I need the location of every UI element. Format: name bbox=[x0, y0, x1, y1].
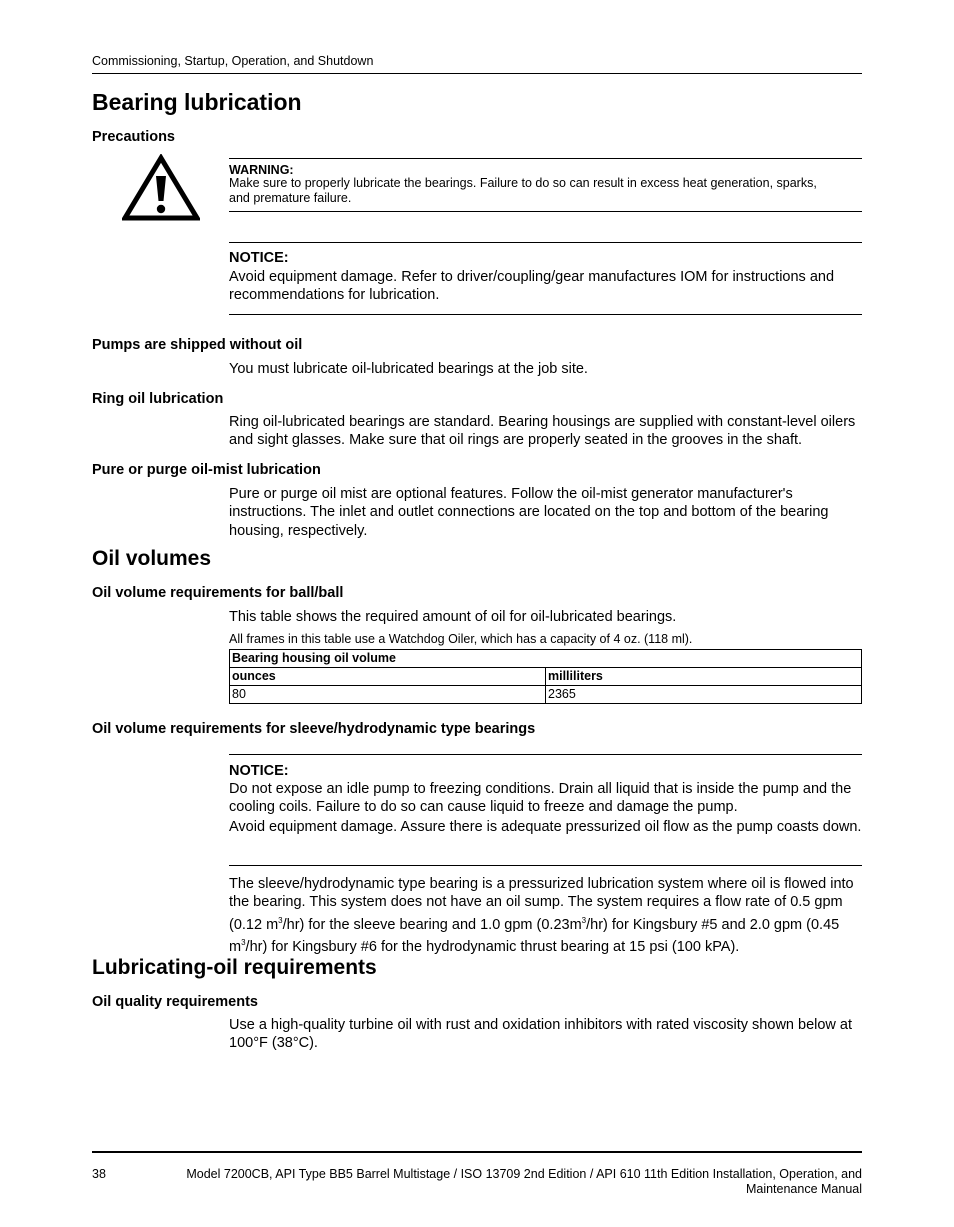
sleeve-notice-rule-top bbox=[229, 754, 862, 755]
table-cell-milliliters: 2365 bbox=[546, 686, 862, 704]
warning-rule-bottom bbox=[229, 211, 862, 212]
superscript-3: 3 bbox=[241, 937, 246, 947]
running-head: Commissioning, Startup, Operation, and Shutdown bbox=[92, 54, 374, 68]
oil-volume-table bbox=[229, 649, 862, 704]
heading-pumps-shipped: Pumps are shipped without oil bbox=[92, 337, 303, 353]
notice-rule-bottom bbox=[229, 314, 862, 315]
document-title-line-2: Maintenance Manual bbox=[745, 1182, 862, 1196]
sleeve-paragraph bbox=[229, 875, 862, 956]
table-row bbox=[230, 686, 862, 704]
warning-rule-top bbox=[229, 158, 862, 159]
section-title-lubricating-oil: Lubricating-oil requirements bbox=[92, 956, 377, 979]
ball-intro-text: This table shows the required amount of oil for oil-lubricated bearings. bbox=[229, 609, 677, 625]
warning-label: WARNING: bbox=[229, 163, 294, 177]
footer-rule bbox=[92, 1151, 862, 1153]
table-header-row bbox=[230, 668, 862, 686]
table-caption: Bearing housing oil volume bbox=[230, 650, 862, 668]
notice-label: NOTICE: bbox=[229, 250, 289, 266]
notice-rule-top bbox=[229, 242, 862, 243]
oil-mist-text: Pure or purge oil mist are optional features. Follow the oil-mist generator manufacturer's instructions. The inlet and outlet connections are located on the top and bottom of the bearing housing, respectively. bbox=[229, 486, 829, 539]
heading-precautions: Precautions bbox=[92, 129, 175, 145]
heading-oil-mist: Pure or purge oil-mist lubrication bbox=[92, 462, 321, 478]
sleeve-notice-text-2: Avoid equipment damage. Assure there is adequate pressurized oil flow as the pump coasts down. bbox=[229, 819, 862, 835]
sleeve-paragraph-part-2: /hr) for the sleeve bearing and 1.0 gpm (0.23m bbox=[282, 916, 582, 933]
section-title-oil-volumes: Oil volumes bbox=[92, 547, 212, 570]
superscript-3: 3 bbox=[581, 915, 587, 925]
heading-ring-oil: Ring oil lubrication bbox=[92, 391, 224, 407]
ring-oil-text: Ring oil-lubricated bearings are standard. Bearing housings are supplied with constant-level oilers and sight glasses. Make sure that oil rings are properly seated in the grooves in the shaft. bbox=[229, 414, 856, 449]
heading-sleeve-hydrodynamic: Oil volume requirements for sleeve/hydrodynamic type bearings bbox=[92, 721, 536, 737]
page-number: 38 bbox=[92, 1167, 106, 1181]
warning-triangle-icon bbox=[122, 154, 200, 222]
column-header-milliliters: milliliters bbox=[546, 668, 862, 686]
warning-text: Make sure to properly lubricate the bearings. Failure to do so can result in excess heat generation, sparks, and premature failure. bbox=[229, 176, 817, 205]
sleeve-paragraph-part-1: The sleeve/hydrodynamic type bearing is a pressurized lubrication system where oil is flowed into the bearing. This system does not have an oil sump. The system requires a flow rate of 0.5 gpm (0.12 m bbox=[229, 876, 854, 933]
column-header-ounces: ounces bbox=[230, 668, 546, 686]
sleeve-notice-rule-bottom bbox=[229, 865, 862, 866]
sleeve-paragraph-part-3: /hr) for Kingsbury #5 and 2.0 gpm (0.45 m bbox=[229, 916, 840, 955]
document-title bbox=[120, 1167, 862, 1197]
heading-oil-quality: Oil quality requirements bbox=[92, 994, 258, 1010]
table-caption-row bbox=[230, 650, 862, 668]
sleeve-notice-text-1: Do not expose an idle pump to freezing conditions. Drain all liquid that is inside the pump and the cooling coils. Failure to do so can cause liquid to freeze and damage the pump. bbox=[229, 781, 852, 816]
oil-quality-text: Use a high-quality turbine oil with rust and oxidation inhibitors with rated viscosity shown below at 100°F (38°C). bbox=[229, 1017, 853, 1052]
shipped-text: You must lubricate oil-lubricated bearings at the job site. bbox=[229, 361, 588, 377]
header-rule bbox=[92, 73, 862, 74]
ball-note-text: All frames in this table use a Watchdog Oiler, which has a capacity of 4 oz. (118 ml). bbox=[229, 632, 693, 646]
sleeve-notice-label: NOTICE: bbox=[229, 763, 289, 779]
table-cell-ounces: 80 bbox=[230, 686, 546, 704]
section-title-bearing-lubrication: Bearing lubrication bbox=[92, 89, 302, 115]
heading-ball-ball: Oil volume requirements for ball/ball bbox=[92, 585, 344, 601]
document-title-line-1: Model 7200CB, API Type BB5 Barrel Multistage / ISO 13709 2nd Edition / API 610 11th Edition Installation, Operation, and bbox=[186, 1167, 862, 1181]
sleeve-paragraph-part-4: /hr) for Kingsbury #6 for the hydrodynamic thrust bearing at 15 psi (100 kPA). bbox=[245, 938, 740, 955]
notice-text: Avoid equipment damage. Refer to driver/coupling/gear manufactures IOM for instructions and recommendations for lubrication. bbox=[229, 269, 835, 304]
superscript-3: 3 bbox=[278, 915, 283, 925]
